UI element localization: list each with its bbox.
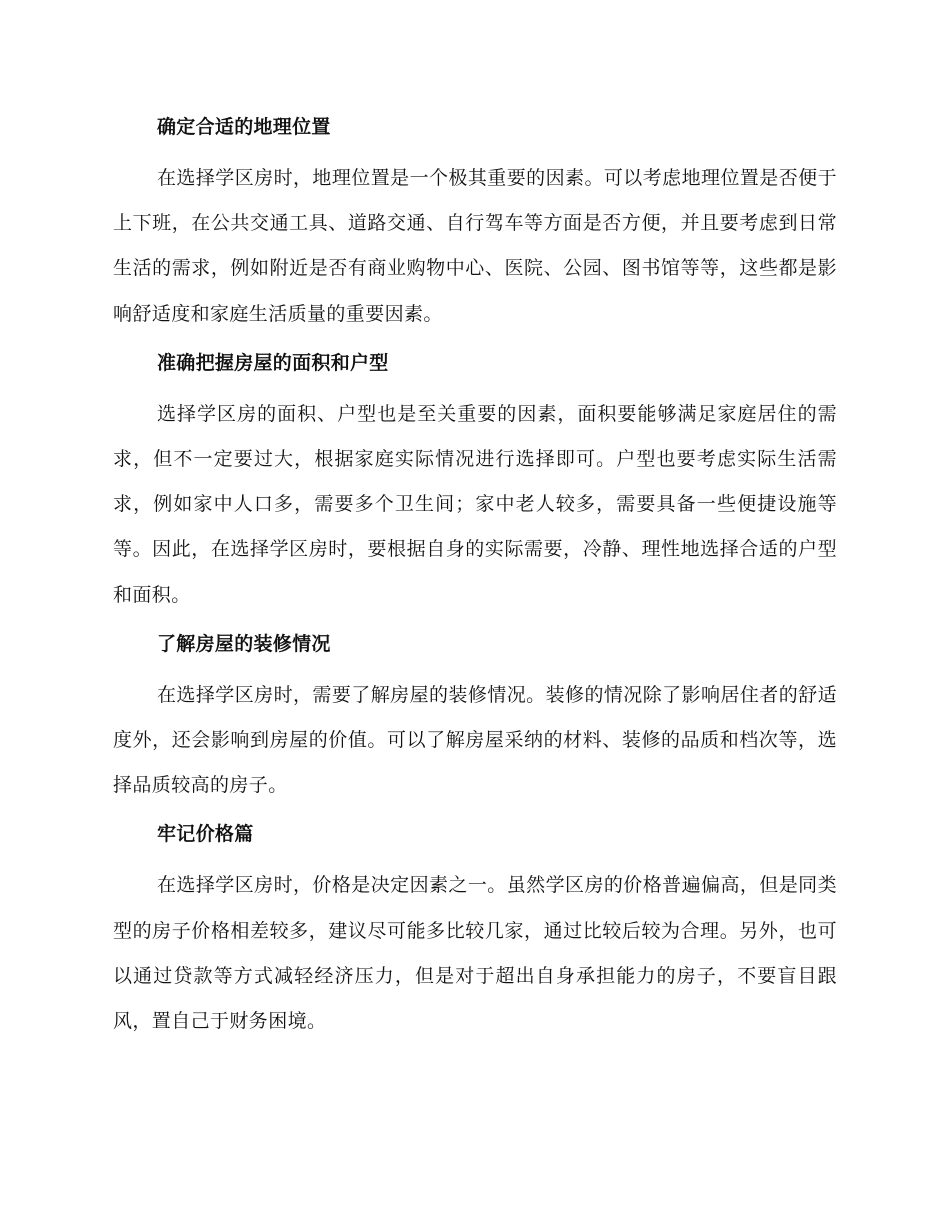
section-location — [113, 112, 837, 337]
section-paragraph: 在选择学区房时，地理位置是一个极其重要的因素。可以考虑地理位置是否便于上下班，在公共交通工具、道路交通、自行驾车等方面是否方便，并且要考虑到日常生活的需求，例如附近是否有商业购物中心、医院、公园、图书馆等等，这些都是影响舒适度和家庭生活质量的重要因素。 — [113, 167, 837, 325]
section-heading: 准确把握房屋的面积和户型 — [157, 351, 389, 374]
section-area-layout — [113, 348, 837, 618]
section-paragraph: 选择学区房的面积、户型也是至关重要的因素，面积要能够满足家庭居住的需求，但不一定要过大，根据家庭实际情况进行选择即可。户型也要考虑实际生活需求，例如家中人口多，需要多个卫生间；家中老人较多，需要具备一些便捷设施等等。因此，在选择学区房时，要根据自身的实际需要，冷静、理性地选择合适的户型和面积。 — [113, 402, 837, 606]
section-paragraph: 在选择学区房时，需要了解房屋的装修情况。装修的情况除了影响居住者的舒适度外，还会影响到房屋的价值。可以了解房屋采纳的材料、装修的品质和档次等，选择品质较高的房子。 — [113, 683, 837, 797]
section-paragraph: 在选择学区房时，价格是决定因素之一。虽然学区房的价格普遍偏高，但是同类型的房子价格相差较多，建议尽可能多比较几家，通过比较后较为合理。另外，也可以通过贷款等方式减轻经济压力，但是对于超出自身承担能力的房子，不要盲目跟风，置自己于财务困境。 — [113, 874, 837, 1033]
section-price — [113, 819, 837, 1044]
section-heading: 确定合适的地理位置 — [157, 116, 331, 138]
section-heading: 牢记价格篇 — [157, 823, 254, 846]
section-decoration — [113, 629, 837, 809]
section-heading: 了解房屋的装修情况 — [157, 632, 331, 655]
document-page — [113, 112, 837, 1055]
